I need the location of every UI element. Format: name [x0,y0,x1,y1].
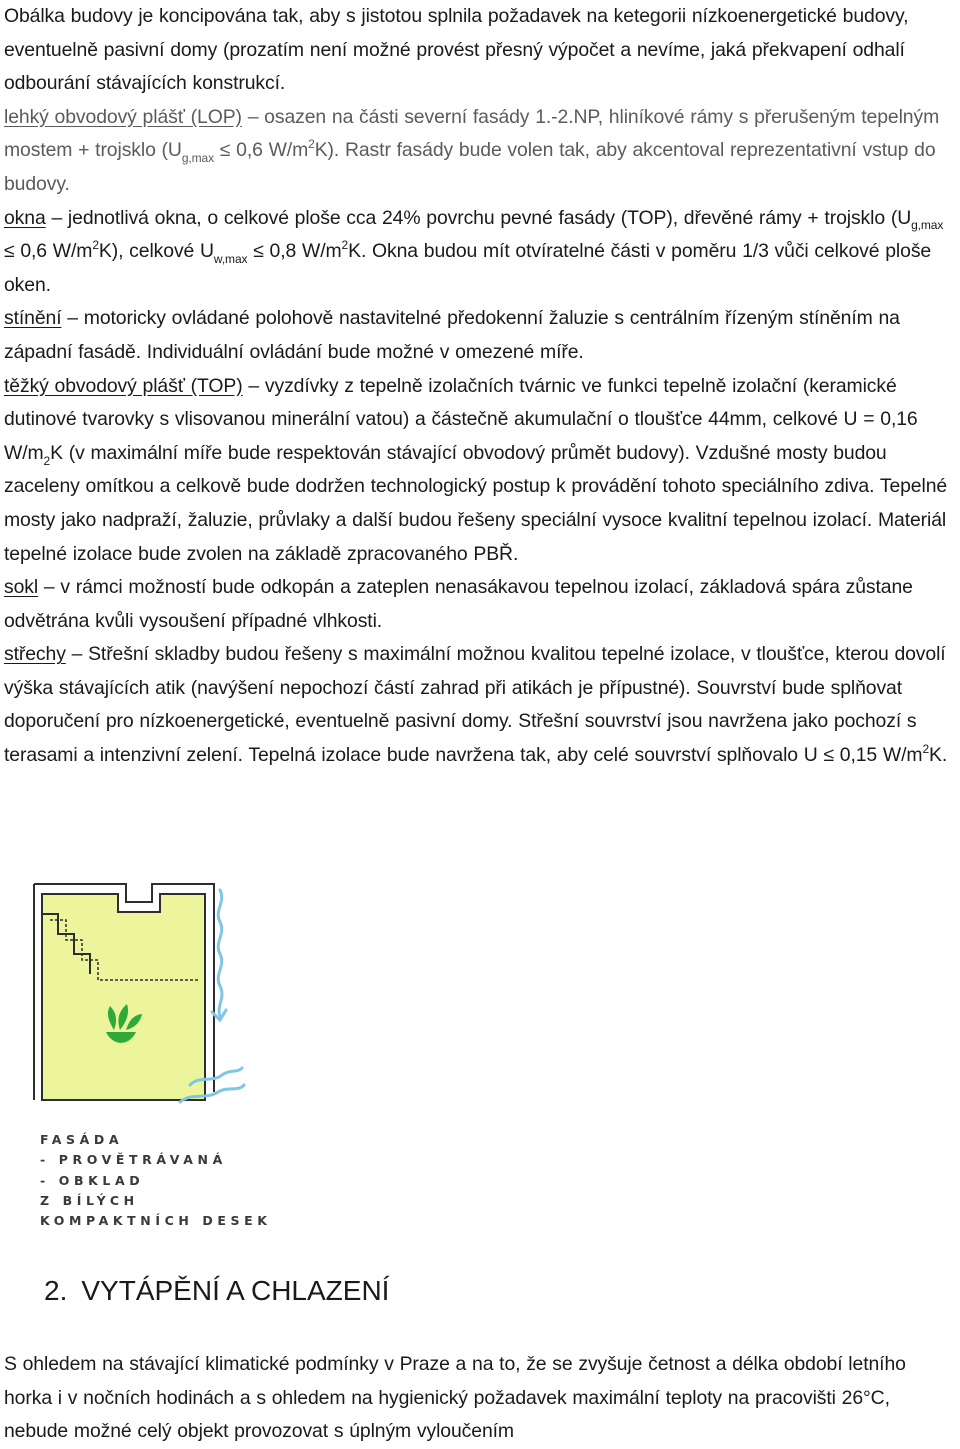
lop-text-a: osazen na části severní fasády 1.-2.NP, hliníkové rámy s přerušeným tepelným mostem + trojsklo (U [4,105,940,162]
lop-sub: g,max [181,151,215,166]
sokl-paragraph [4,571,958,638]
strechy-text-a: Střešní skladby budou řešeny s maximální možnou kvalitou tepelné izolace, v tloušťce, kterou dovolí výška stávajících atik (navýšení nepochozí částí zahrad při atikách je přípustné). Souvrství bude splňovat doporučení pro nízkoenergetické, eventuelně pasivní domy. Střešní souvrství jsou navržena jako pochozí s terasami a intenzivní zelení. Tepelná izolace bude navržena tak, aby celé souvrství splňovalo U ≤ 0,15 W/m [4,643,946,767]
okna-text-e: K. Okna budou mít otvíratelné části v poměru 1/3 vůči celkové ploše oken. [4,240,932,296]
caption-line-5: KOMPAKTNÍCH DESEK [40,1213,272,1229]
section-title: VYTÁPĚNÍ A CHLAZENÍ [81,1275,390,1306]
figure-caption [40,1130,280,1231]
top-paragraph [4,370,958,572]
okna-sup-1: 2 [92,237,99,252]
lop-paragraph [4,101,958,202]
okna-text-a: jednotlivá okna, o celkové ploše cca 24% povrchu pevné fasády (TOP), dřevěné rámy + trojsklo (U [67,206,912,229]
sokl-dash: – [38,576,61,599]
strechy-term: střechy [4,643,66,666]
okna-dash: – [45,206,68,229]
caption-line-3: - OBKLAD [40,1172,145,1188]
top-term: těžký obvodový plášť (TOP) [4,374,243,397]
intro-text: Obálka budovy je koncipována tak, aby s jistotou splnila požadavek na ketegorii nízkoenergetické budovy, eventuelně pasivní domy (prozatím není možné provést přesný výpočet a nevíme, jaká překvapení odhalí odbourání stávajících konstrukcí. [4,5,909,95]
okna-sub-1: g,max [911,218,944,233]
stineni-dash: – [61,307,84,330]
stineni-paragraph [4,302,958,369]
sokl-text: v rámci možností bude odkopán a zateplen nenasákavou tepelnou izolací, základová spára zůstane odvětrána kvůli vysoušení případné vlhkosti. [4,576,913,632]
okna-sup-2: 2 [341,237,349,252]
caption-line-4: Z BÍLÝCH [40,1192,139,1208]
top-sub: 2 [43,453,51,468]
section-paragraph: S ohledem na stávající klimatické podmínky v Praze a na to, že se zvyšuje četnost a délka období letního horka i v nočních hodinách a s ohledem na hygienický požadavek maximální teploty na pracovišti 26°C, nebude možné celý objekt provozovat s úplným vyloučením [4,1353,906,1443]
lop-text-c: K). Rastr fasády bude volen tak, aby akcentoval reprezentativní vstup do budovy. [4,139,936,195]
facade-diagram [30,880,260,1125]
okna-sub-2: w,max [213,252,248,267]
okna-text-c: K), celkové U [98,240,214,263]
okna-text-d: ≤ 0,8 W/m [247,240,342,263]
caption-line-2: - PROVĚTRÁVANÁ [40,1152,227,1168]
sokl-term: sokl [4,576,39,599]
okna-paragraph [4,202,958,303]
stineni-term: stínění [4,307,62,330]
stineni-text: motoricky ovládané polohově nastavitelné předokenní žaluzie s centrálním řízeným stíněním na západní fasádě. Individuální ovládání bude možné v omezené míře. [4,307,900,363]
facade-diagram-svg [30,880,260,1125]
section-heading [44,1275,389,1307]
lop-text-b: ≤ 0,6 W/m [214,139,309,162]
strechy-sup: 2 [922,741,930,756]
lop-dash: – [241,105,265,128]
lop-term: lehký obvodový plášť (LOP) [4,105,242,128]
top-text-a: vyzdívky z tepelně izolačních tvárnic ve funkci tepelně izolační (keramické dutinové tvarovky s vlisovanou minerální vatou) a částečně akumulační o tloušťce 44mm, celkové U = 0,16 W/m [4,374,918,464]
strechy-dash: – [65,643,89,666]
top-dash: – [242,374,265,397]
lop-sup: 2 [308,136,315,151]
section-number: 2. [44,1275,68,1306]
okna-term: okna [4,206,46,229]
section-body [4,1348,958,1449]
caption-line-1: FASÁDA [40,1132,124,1147]
document-body [4,0,958,773]
okna-text-b: ≤ 0,6 W/m [4,240,93,263]
top-text-b: K (v maximální míře bude respektován stávající obvodový průmět budovy). Vzdušné mosty budou zaceleny omítkou a celkově bude dodržen technologický postup k provádění tohoto speciálního zdiva. Tepelné mosty jako nadpraží, žaluzie, průvlaky a další budou řešeny speciální vysoce kvalitní tepelnou izolací. Materiál tepelné izolace bude zvolen na základě zpracovaného PBŘ. [4,441,948,565]
strechy-text-b: K. [929,744,948,767]
intro-paragraph [4,0,958,101]
strechy-paragraph [4,638,958,772]
